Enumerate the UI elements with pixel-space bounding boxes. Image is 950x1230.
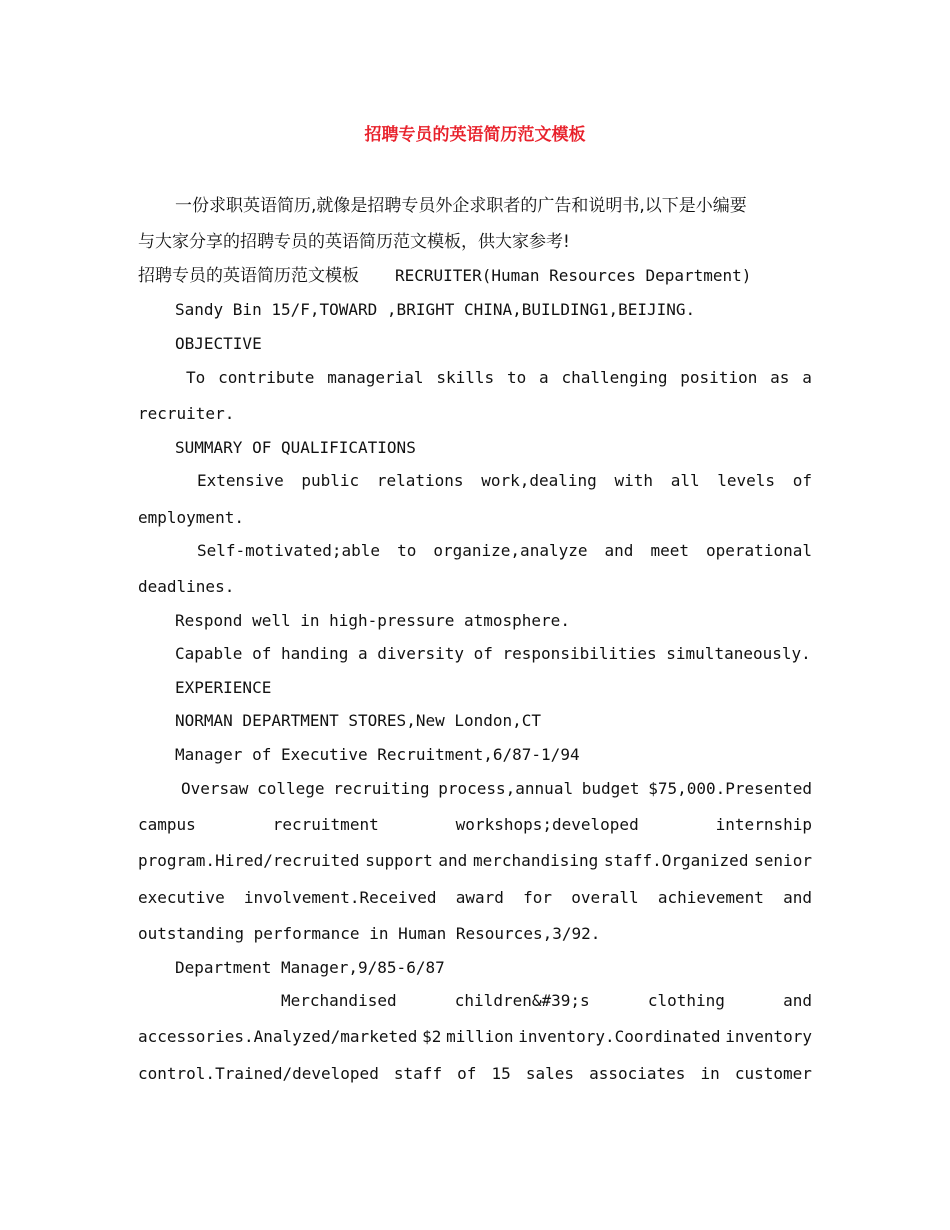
- job-description-line: campus recruitment workshops;developed internship: [138, 815, 812, 834]
- objective-word: as: [770, 368, 790, 387]
- job-description-line: Merchandised children&#39;s clothing and: [281, 991, 812, 1010]
- intro-paragraph-line: 一份求职英语简历,就像是招聘专员外企求职者的广告和说明书,以下是小编要: [175, 196, 747, 216]
- section-heading-experience: EXPERIENCE: [175, 678, 272, 697]
- job-description-line: accessories.Analyzed/marketed $2 million inventory.Coordinated inventory: [138, 1027, 812, 1046]
- objective-word: contribute: [218, 368, 315, 387]
- objective-text-line: recruiter.: [138, 404, 235, 423]
- intro-paragraph-line: 与大家分享的招聘专员的英语简历范文模板，供大家参考!: [138, 232, 570, 252]
- objective-text-line: [138, 360, 812, 396]
- objective-word: To: [186, 368, 206, 387]
- qualification-line: employment.: [138, 508, 244, 527]
- qualification-line: Self-motivated;able to organize,analyze and meet operational: [197, 541, 812, 560]
- qualification-line: deadlines.: [138, 577, 235, 596]
- job-description-line: Oversaw college recruiting process,annual budget $75,000.Presented: [181, 779, 812, 798]
- objective-word: position: [680, 368, 758, 387]
- document-title: 招聘专员的英语简历范文模板: [364, 125, 586, 145]
- job-description-line: executive involvement.Received award for overall achievement and: [138, 888, 812, 907]
- qualification-line: Capable of handing a diversity of responsibilities simultaneously.: [175, 644, 811, 663]
- objective-word: skills: [436, 368, 495, 387]
- objective-word: a: [802, 368, 812, 387]
- resume-heading-cn: 招聘专员的英语简历范文模板: [138, 266, 359, 286]
- objective-word: challenging: [561, 368, 668, 387]
- section-heading-objective: OBJECTIVE: [175, 334, 262, 353]
- contact-line: Sandy Bin 15/F,TOWARD ,BRIGHT CHINA,BUILDING1,BEIJING.: [175, 300, 696, 319]
- employer-line: NORMAN DEPARTMENT STORES,New London,CT: [175, 711, 542, 730]
- qualification-line: Extensive public relations work,dealing with all levels of: [197, 471, 812, 490]
- section-heading-summary: SUMMARY OF QUALIFICATIONS: [175, 438, 416, 457]
- resume-heading-en: RECRUITER(Human Resources Department): [395, 266, 752, 285]
- objective-word: managerial: [327, 368, 424, 387]
- objective-word: a: [539, 368, 549, 387]
- job-description-line: outstanding performance in Human Resources,3/92.: [138, 924, 601, 943]
- job-description-line: control.Trained/developed staff of 15 sales associates in customer: [138, 1064, 812, 1083]
- job-title-line: Manager of Executive Recruitment,6/87-1/94: [175, 745, 580, 764]
- objective-word: to: [506, 368, 527, 387]
- qualification-line: Respond well in high-pressure atmosphere.: [175, 611, 570, 630]
- job-description-line: program.Hired/recruited support and merchandising staff.Organized senior: [138, 851, 812, 870]
- job-title-line: Department Manager,9/85-6/87: [175, 958, 445, 977]
- resume-heading: [138, 258, 812, 294]
